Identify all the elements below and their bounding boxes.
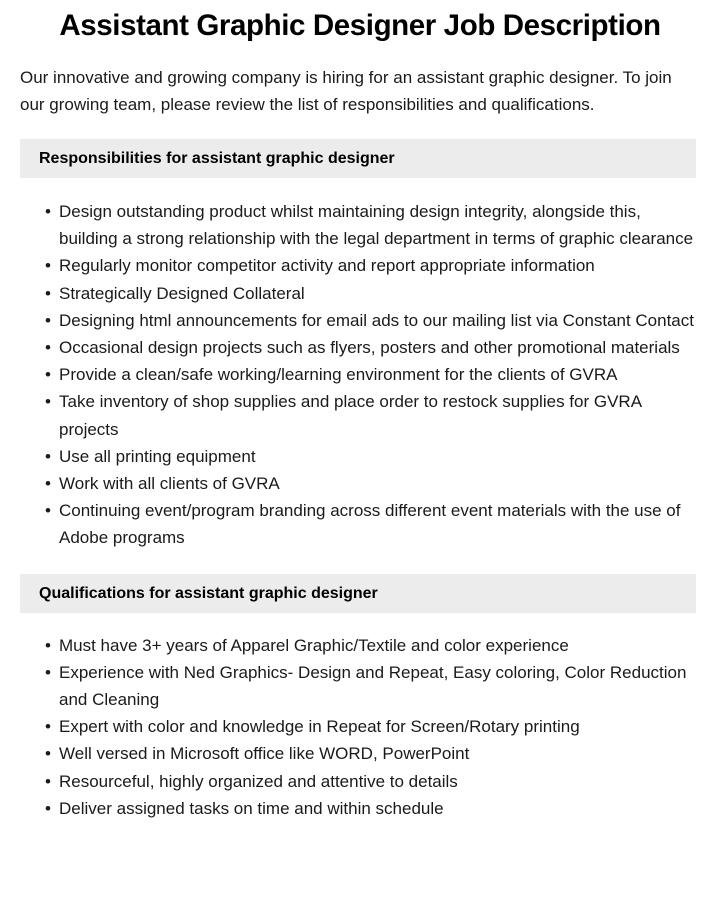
list-item xyxy=(45,307,695,334)
list-item xyxy=(45,280,695,307)
list-item-label: Provide a clean/safe working/learning environment for the clients of GVRA xyxy=(59,365,618,385)
list-item xyxy=(45,659,695,713)
bullet-icon: • xyxy=(45,798,51,818)
qualifications-list xyxy=(0,613,720,822)
responsibilities-section xyxy=(0,139,720,552)
list-item xyxy=(45,443,695,470)
list-item xyxy=(45,470,695,497)
list-item xyxy=(45,795,695,822)
intro-paragraph: Our innovative and growing company is hiring for an assistant graphic designer. To join our growing team, please review the list of responsibilities and qualifications. xyxy=(20,68,672,114)
list-item xyxy=(45,632,695,659)
bullet-icon: • xyxy=(45,283,51,303)
list-item xyxy=(45,740,695,767)
list-item-label: Occasional design projects such as flyers, posters and other promotional materials xyxy=(59,338,680,358)
list-item-label: Well versed in Microsoft office like WORD, PowerPoint xyxy=(59,744,470,764)
qualifications-section xyxy=(0,574,720,822)
list-item xyxy=(45,497,695,551)
bullet-icon: • xyxy=(45,256,51,276)
list-item-label: Continuing event/program branding across different event materials with the use of Adobe programs xyxy=(59,501,681,548)
list-item-label: Take inventory of shop supplies and place order to restock supplies for GVRA projects xyxy=(59,392,642,439)
bullet-icon: • xyxy=(45,310,51,330)
bullet-icon: • xyxy=(45,635,51,655)
list-item-label: Design outstanding product whilst maintaining design integrity, alongside this, building a strong relationship with the legal department in terms of graphic clearance xyxy=(59,202,694,249)
list-item-label: Work with all clients of GVRA xyxy=(59,474,280,494)
list-item-label: Experience with Ned Graphics- Design and Repeat, Easy coloring, Color Reduction and Cleaning xyxy=(59,662,687,710)
bullet-icon: • xyxy=(45,501,51,521)
list-item-label: Must have 3+ years of Apparel Graphic/Textile and color experience xyxy=(59,635,569,655)
bullet-icon: • xyxy=(45,446,51,466)
list-item-label: Deliver assigned tasks on time and within schedule xyxy=(59,798,444,818)
bullet-icon: • xyxy=(45,717,51,737)
bullet-icon: • xyxy=(45,744,51,764)
page-title: Assistant Graphic Designer Job Description xyxy=(59,9,661,42)
bullet-icon: • xyxy=(45,662,51,682)
list-item xyxy=(45,361,695,388)
list-item xyxy=(45,198,695,252)
list-item-label: Use all printing equipment xyxy=(59,446,256,466)
list-item-label: Regularly monitor competitor activity and report appropriate information xyxy=(59,256,595,276)
bullet-icon: • xyxy=(45,771,51,791)
list-item xyxy=(45,388,695,442)
bullet-icon: • xyxy=(45,392,51,412)
qualifications-heading: Qualifications for assistant graphic designer xyxy=(20,574,696,613)
bullet-icon: • xyxy=(45,474,51,494)
list-item-label: Resourceful, highly organized and attentive to details xyxy=(59,771,458,791)
list-item xyxy=(45,252,695,279)
responsibilities-list xyxy=(0,178,720,552)
list-item-label: Expert with color and knowledge in Repeat for Screen/Rotary printing xyxy=(59,717,580,737)
bullet-icon: • xyxy=(45,338,51,358)
responsibilities-heading: Responsibilities for assistant graphic designer xyxy=(20,139,696,178)
list-item-label: Strategically Designed Collateral xyxy=(59,283,305,303)
list-item-label: Designing html announcements for email ads to our mailing list via Constant Contact xyxy=(59,310,694,330)
list-item xyxy=(45,768,695,795)
list-item xyxy=(45,334,695,361)
bullet-icon: • xyxy=(45,365,51,385)
list-item xyxy=(45,713,695,740)
bullet-icon: • xyxy=(45,202,51,221)
